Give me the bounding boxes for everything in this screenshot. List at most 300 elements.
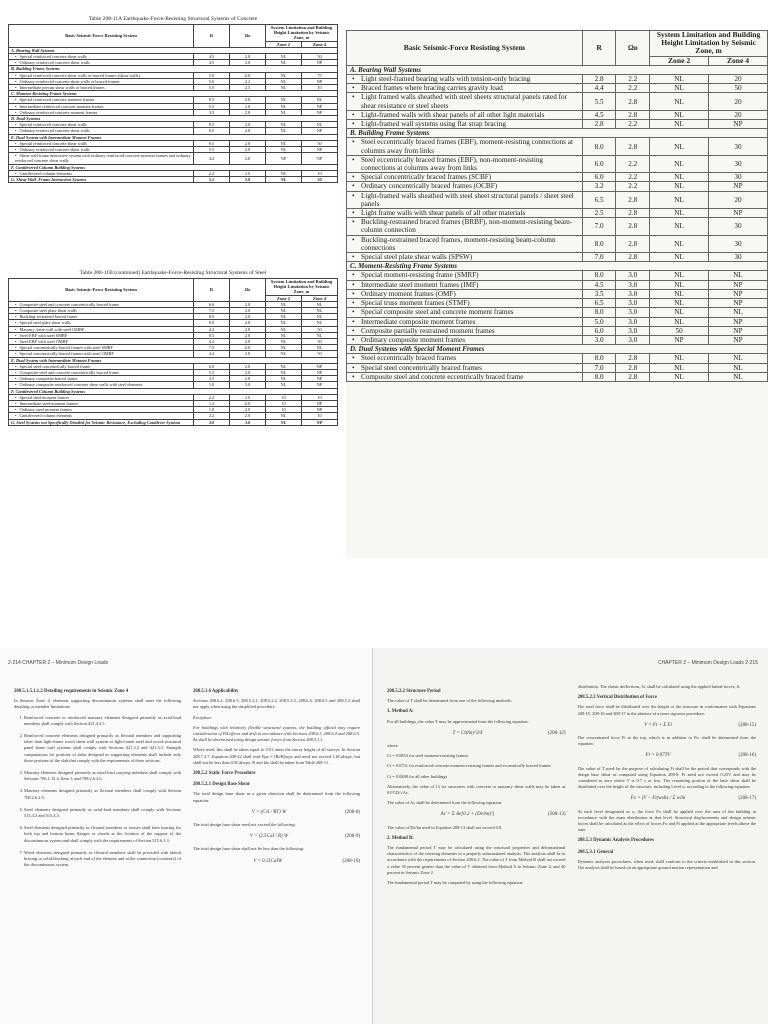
system-name: Special composite steel and concrete moment frames: [361, 308, 514, 317]
system-name: Buckling-restrained braced frames, moment-resisting beam-column connections: [361, 235, 556, 252]
text-column: [387, 684, 566, 1024]
system-name: Braced frames where bracing carries gravity load: [361, 84, 503, 93]
category-label: D. Dual Systems: [9, 116, 338, 122]
system-name: Composite steel and concrete eccentrically braced frame: [361, 372, 524, 381]
paragraph: distribution. The elastic deflections, δi, shall be calculated using the applied lateral forces, fi.: [577, 684, 741, 689]
cell-o: 2.8: [230, 351, 266, 357]
table-row: [347, 191, 768, 208]
cell-system: [347, 335, 583, 344]
method-heading: 1. Method A:: [387, 709, 414, 715]
cell-r: 7.0: [582, 218, 616, 235]
cell-z4: 50: [302, 351, 338, 357]
cell-z4: NP: [709, 299, 768, 308]
paragraph: For all buildings, the value T may be approximated from the following equation:: [387, 718, 529, 724]
section-heading: 208.5.2 Static Force Procedure: [193, 771, 256, 777]
col-header-omega: Ωo: [230, 279, 266, 302]
cell-o: 2.8: [616, 235, 650, 252]
cell-system: [347, 326, 583, 335]
table-row: [347, 155, 768, 172]
category-label: C. Moment-Resisting Frame Systems: [347, 262, 768, 271]
equation: [578, 723, 757, 729]
section-heading: 208.5.1.6 Applicability: [193, 689, 239, 694]
cell-z4: 30: [709, 155, 768, 172]
cell-system: [347, 372, 583, 381]
text-column: [193, 684, 360, 1024]
paragraph: The value of De/hn used in Equation 208-13 shall not exceed 0.9.: [387, 824, 503, 830]
category-label: B. Building Frame Systems: [347, 129, 768, 138]
cell-o: 2.8: [616, 191, 650, 208]
system-name: • Intermediate precast shear walls or braced frames: [15, 85, 105, 90]
cell-z4: NP: [709, 335, 768, 344]
table-row: [347, 75, 768, 84]
cell-system: [347, 182, 583, 191]
equation: [193, 859, 360, 865]
cell-o: 2.8: [230, 363, 266, 369]
cell-o: 2.8: [230, 345, 266, 351]
cell-z4: NP: [302, 78, 338, 84]
cell-o: 2.8: [230, 326, 266, 332]
category-row: [9, 177, 338, 183]
cell-z4: 10: [302, 170, 338, 176]
cell-r: 8.0: [582, 235, 616, 252]
system-name: • Composite steel plate shear walls: [15, 308, 77, 313]
cell-system: [347, 218, 583, 235]
cell-system: [347, 253, 583, 262]
cell-r: 4.2: [194, 153, 230, 164]
cell-z4: NL: [709, 372, 768, 381]
col-header-system: Basic Seismic-Force Resisting System: [347, 31, 583, 66]
col-header-zone2: Zone 2: [650, 56, 709, 65]
cell-o: 3.0: [616, 280, 650, 289]
cell-o: 2.0: [230, 401, 266, 407]
cell-r: 4.2: [194, 326, 230, 332]
cell-z2: NL: [650, 110, 709, 119]
cell-z4: 20: [709, 110, 768, 119]
paragraph: At each level designated as x, the force Fx shall be applied over the area of the building in accordance with the mass distribution at that level. Structural displacements and design seismic forces shall be calculated as the effect of forces Fx and Ft applied at the appropriate levels above the base.: [577, 808, 756, 833]
table-steel-systems: [8, 268, 338, 554]
cell-z4: NP: [302, 370, 338, 376]
cell-o: 3.0: [616, 317, 650, 326]
cell-system: [347, 289, 583, 298]
cell-r: 5.0: [194, 85, 230, 91]
col-header-limit: System Limitation and Building Height Limitation by Seismic Zone, m: [650, 31, 768, 57]
equation-text: Ft = 0.07TV: [645, 753, 671, 759]
paragraph: The total design base shear need not exceed the following:: [193, 822, 296, 828]
system-name: • Ordinary reinforced concrete shear walls: [15, 147, 90, 152]
system-name: Steel eccentrically braced frames (EBF), non-moment-resisting connections at columns away from links: [361, 155, 544, 173]
cell-z2: NP: [650, 335, 709, 344]
cell-o: 2.8: [230, 314, 266, 320]
cell-system: [347, 93, 583, 110]
cell-system: [347, 271, 583, 280]
category-label: A. Bearing Wall Systems: [9, 47, 338, 53]
equation-number: (208-16): [738, 753, 756, 759]
cell-r: 4.5: [194, 54, 230, 60]
cell-system: [347, 84, 583, 93]
cell-o: 2.2: [616, 75, 650, 84]
section-heading: 208.5.3 Dynamic Analysis Procedures: [577, 838, 654, 844]
cell-z2: NL: [650, 93, 709, 110]
cell-r: 4.2: [194, 339, 230, 345]
cell-system: [347, 308, 583, 317]
paragraph: where: [387, 743, 398, 749]
equation-number: (208-9): [345, 834, 360, 840]
cell-z4: NP: [302, 419, 338, 425]
system-name: • Ordinary reinforced concrete shear walls: [15, 60, 90, 65]
category-row: [347, 262, 768, 271]
cell-z2: NL: [650, 271, 709, 280]
cell-z2: NL: [650, 299, 709, 308]
system-name: • Ordinary composite braced frame: [15, 376, 77, 381]
cell-z4: 30: [709, 218, 768, 235]
cell-z2: NL: [266, 419, 302, 425]
cell-r: 2.5: [582, 209, 616, 218]
system-name: Special steel plate shear walls (SPSW): [361, 253, 473, 262]
cell-o: 2.8: [230, 301, 266, 307]
cell-r: 8.0: [582, 308, 616, 317]
cell-o: 2.8: [616, 209, 650, 218]
cell-o: 2.8: [616, 363, 650, 372]
cell-z4: NL: [709, 354, 768, 363]
table-row: [347, 299, 768, 308]
table-row: [347, 335, 768, 344]
cell-system: [347, 120, 583, 129]
cell-z2: NL: [266, 345, 302, 351]
cell-z2: NL: [650, 218, 709, 235]
equation: [578, 753, 757, 759]
cell-z2: NL: [266, 339, 302, 345]
cell-o: 2.2: [616, 182, 650, 191]
cell-o: 2.8: [230, 122, 266, 128]
system-name: Intermediate composite moment frames: [361, 317, 476, 326]
category-row: [347, 345, 768, 354]
cell-o: 2.0: [230, 170, 266, 176]
cell-z2: NL: [650, 182, 709, 191]
cell-z2: NL: [266, 413, 302, 419]
cell-system: [347, 173, 583, 182]
cell-o: 2.0: [230, 413, 266, 419]
cell-z2: NL: [650, 363, 709, 372]
cell-z2: NL: [266, 122, 302, 128]
cell-r: 4.5: [194, 60, 230, 66]
cell-z4: 10: [302, 85, 338, 91]
table-row: [347, 84, 768, 93]
equation: [387, 812, 566, 818]
table-body: [347, 65, 768, 381]
cell-z2: NL: [266, 370, 302, 376]
cell-r: 3.0: [194, 419, 230, 425]
cell-system: [347, 110, 583, 119]
list-item: 5. Steel elements designed primarily as axial-load members shall comply with Sections 515.4.2 and 515.4.3.: [24, 807, 181, 819]
system-name: • Special steel moment frames: [15, 395, 69, 400]
cell-z4: NL: [302, 308, 338, 314]
cell-z2: NL: [650, 317, 709, 326]
cell-r: 6.5: [582, 299, 616, 308]
cell-o: 2.8: [230, 153, 266, 164]
cell-o: 2.8: [616, 110, 650, 119]
cell-z2: NL: [266, 320, 302, 326]
cell-r: 8.0: [582, 354, 616, 363]
cell-z2: NL: [266, 54, 302, 60]
paragraph: The fundamental period T may be calculated using the structural properties and deformational characteristics of the resisting elements in a properly substantiated analysis. The analysis shall be in accordance with the requirements of Section 208.6.2. The value of T from Method B shall not exceed a value 30 percent greater than the value of T obtained from Method A in Seismic Zone 4, and 40 percent in Seismic Zone 2.: [387, 845, 566, 875]
system-name: Light-framed walls with shear panels of all other light materials: [361, 110, 545, 119]
system-name: • Special reinforced concrete shear walls: [15, 122, 87, 127]
exception-text: For buildings with relatively flexible structural systems, the building official may require consideration of PΔ effects and drift in accordance with Sections 208.6.3, 208.6.4 and 208.6.5. Δs shall be determined using design seismic forces from Section 208.5.1.1.: [193, 724, 360, 743]
method-heading: 2. Method B:: [387, 835, 414, 841]
equation: [578, 796, 757, 802]
cell-r: 5.5: [194, 147, 230, 153]
cell-z4: NL: [709, 271, 768, 280]
cell-z4: NL: [302, 332, 338, 338]
system-name: Light-framed walls sheathed with steel sheet structural panels / sheet steel panels: [361, 191, 574, 208]
numbered-list: [24, 715, 181, 869]
cell-z4: 30: [709, 138, 768, 155]
col-header-zone4: Zone 4: [709, 56, 768, 65]
cell-system: [347, 155, 583, 172]
cell-o: 2.8: [230, 72, 266, 78]
category-row: [347, 129, 768, 138]
page-left: [0, 648, 372, 1024]
system-name: Composite partially restrained moment frames: [361, 326, 495, 335]
equation: [387, 731, 566, 737]
cell-z4: 10: [302, 413, 338, 419]
system-name: Light frame walls with shear panels of all other materials: [361, 209, 526, 218]
cell-z4: 30: [709, 235, 768, 252]
col-header-omega: Ωo: [230, 25, 266, 48]
cell-system: [347, 235, 583, 252]
cell-z4: NP: [302, 60, 338, 66]
equation-text: V = Ft + Σ Fi: [644, 722, 672, 728]
cell-r: 6.0: [194, 301, 230, 307]
cell-o: 2.8: [230, 339, 266, 345]
equation-number: (208-17): [738, 796, 756, 802]
table-row: [347, 138, 768, 155]
cell-z2: NL: [266, 382, 302, 388]
cell-z2: NL: [650, 253, 709, 262]
cell-r: 2.2: [194, 413, 230, 419]
equation: [193, 834, 360, 840]
page-right: [372, 648, 768, 1024]
system-name: • Ordinary composite reinforced concrete shear walls with steel elements: [15, 382, 142, 387]
list-item: 4. Masonry elements designed primarily as flexural members shall comply with Section 708.2.6.2.5.: [24, 788, 181, 800]
paragraph: The concentrated force Ft at the top, which is in addition to Fn, shall be determined from the equation:: [577, 735, 756, 747]
system-name: • Special reinforced concrete shear walls: [15, 54, 87, 59]
category-row: [9, 419, 338, 425]
cell-z2: NP: [266, 153, 302, 164]
cell-o: 2.2: [616, 173, 650, 182]
cell-z2: NL: [650, 173, 709, 182]
cell-r: 8.0: [194, 320, 230, 326]
list-item: 1. Reinforced concrete or reinforced masonry elements designed primarily as axial-load members shall comply with Section 421.4.4.5.: [24, 715, 181, 727]
cell-o: 2.8: [230, 332, 266, 338]
paragraph: The value of Ac shall be determined from the following equation:: [387, 800, 503, 806]
category-row: [347, 65, 768, 74]
cell-r: 1.2: [194, 401, 230, 407]
cell-r: 6.0: [582, 326, 616, 335]
cell-r: 6.0: [582, 173, 616, 182]
cell-z2: NL: [650, 209, 709, 218]
cell-o: 2.8: [616, 93, 650, 110]
cell-system: [347, 317, 583, 326]
system-name: Special truss moment frames (STMF): [361, 299, 470, 308]
system-name: • Special reinforced concrete shear walls or braced frames (shear walls): [15, 73, 140, 78]
cell-r: 2.8: [582, 120, 616, 129]
system-name: • Composite steel and concrete concentrically braced frame: [15, 370, 119, 375]
col-header-r: R: [582, 31, 616, 66]
cell-z2: NL: [266, 60, 302, 66]
cell-o: 2.8: [616, 253, 650, 262]
table-row: [347, 372, 768, 381]
system-name: Special concentrically braced frames (SCBF): [361, 173, 492, 182]
category-label: C. Moment-Resisting Frame Systems: [9, 91, 338, 97]
equation-text: T = Ct(hn)^3/4: [452, 730, 483, 736]
cell-z2: NL: [650, 155, 709, 172]
cell-r: 8.5: [194, 332, 230, 338]
cell-r: 5.5: [194, 103, 230, 109]
page-running-header: 2-214 CHAPTER 2 – Minimum Design Loads: [8, 660, 109, 666]
category-label: F. Cantilevered Column Building Systems: [9, 388, 338, 394]
cell-z2: NL: [266, 140, 302, 146]
cell-z4: 50: [302, 177, 338, 183]
cell-r: 5.5: [194, 177, 230, 183]
table-body: [9, 47, 338, 182]
table-concrete-systems: [8, 14, 338, 266]
cell-o: 2.8: [230, 54, 266, 60]
list-item: 6. Steel elements designed primarily as flexural members or trusses shall have bracing for both top and bottom beam flanges or chords at the location of the support of the discontinuous system and shall comply with the requirements of Section 515.6.1.3.: [24, 825, 181, 844]
system-name: • Masonry shear wall with steel OMRF: [15, 327, 84, 332]
cell-z4: NP: [302, 376, 338, 382]
table-row: [347, 280, 768, 289]
cell-z4: NP: [709, 280, 768, 289]
cell-r: 6.0: [194, 363, 230, 369]
cell-o: 2.2: [616, 120, 650, 129]
cell-z2: NL: [650, 235, 709, 252]
category-label: E. Dual System with Intermediate Moment Frames: [9, 134, 338, 140]
section-heading: 208.5.2.1 Design Base Shear: [193, 782, 251, 788]
cell-z4: 10: [302, 394, 338, 400]
cell-z4: NP: [302, 401, 338, 407]
system-name: • Intermediate steel moment frames: [15, 401, 78, 406]
list-item: 7. Wood elements designed primarily as flexural members shall be provided with lateral bracing or solid blocking at each end of the element and at the connection location(s) of the discontinuous system.: [24, 850, 181, 869]
cell-z2: NL: [650, 191, 709, 208]
col-header-r: R: [194, 279, 230, 302]
system-name: • Ordinary reinforced concrete shear walls: [15, 128, 90, 133]
cell-z2: 10: [266, 394, 302, 400]
cell-z2: NL: [650, 84, 709, 93]
system-name: • Special steel concentrically braced frame: [15, 364, 90, 369]
data-table: [8, 24, 338, 183]
cell-o: 2.8: [230, 60, 266, 66]
cell-z4: 50: [302, 140, 338, 146]
cell-r: 7.0: [582, 363, 616, 372]
cell-z4: 50: [709, 84, 768, 93]
system-name: • Cantilevered column elements: [15, 413, 72, 418]
system-name: • Special reinforced concrete moment frames: [15, 97, 94, 102]
equation-text: V = (2.5CaI / R) W: [249, 834, 289, 840]
table-row: [347, 182, 768, 191]
cell-z4: 50: [302, 339, 338, 345]
cell-o: 2.5: [230, 85, 266, 91]
cell-r: 3.0: [582, 335, 616, 344]
cell-r: 6.0: [582, 155, 616, 172]
col-header-limit: System Limitation and Building Height Limitation by Seismic Zone, m: [266, 279, 338, 296]
cell-r: 8.5: [194, 122, 230, 128]
table-row: [9, 153, 338, 164]
cell-o: 2.2: [616, 84, 650, 93]
cell-z2: 10: [266, 407, 302, 413]
text-column: [578, 684, 757, 1024]
cell-z4: 20: [709, 93, 768, 110]
cell-r: 2.8: [582, 75, 616, 84]
system-name: • Special concentrically braced frames with steel OMRF: [15, 351, 114, 356]
cell-z2: NL: [650, 354, 709, 363]
paragraph: The value of T shall be determined from one of the following methods:: [387, 698, 512, 704]
cell-r: 6.5: [194, 128, 230, 134]
cell-z2: NL: [266, 326, 302, 332]
cell-o: 2.8: [230, 140, 266, 146]
cell-z2: NL: [650, 308, 709, 317]
system-name: Steel eccentrically braced frames (EBF), moment-resisting connections at columns away from links: [361, 138, 573, 155]
system-name: • Special concentrically braced frames with steel SMRF: [15, 345, 113, 350]
system-name: • Ordinary reinforced concrete moment frames: [15, 110, 97, 115]
system-name: Special moment-resisting frame (SMRF): [361, 271, 479, 280]
section-heading: 208.5.2.2 Structure Period: [387, 689, 441, 694]
cell-z2: NL: [266, 351, 302, 357]
cell-r: 4.2: [194, 351, 230, 357]
system-name: • Composite steel and concrete concentrically braced frame: [15, 302, 119, 307]
cell-z2: NL: [266, 97, 302, 103]
equation-number: (208-12): [548, 730, 566, 736]
cell-r: 7.5: [194, 345, 230, 351]
system-name: • Ordinary steel moment frames: [15, 407, 72, 412]
paragraph: The fundamental period T may be computed by using the following equation:: [387, 880, 524, 886]
paragraph: The total design base shear in a given direction shall be determined from the following equation:: [193, 791, 360, 803]
cell-r: 8.0: [582, 372, 616, 381]
cell-o: 3.0: [616, 289, 650, 298]
definition: Ct = 0.0731 for reinforced concrete moment-resisting frames and eccentrically braced frames: [387, 763, 551, 769]
cell-system: [347, 280, 583, 289]
cell-z4: 30: [709, 173, 768, 182]
table-row: [347, 209, 768, 218]
cell-o: 2.8: [230, 308, 266, 314]
cell-z4: 20: [709, 191, 768, 208]
equation-number: (208-8): [345, 809, 360, 815]
cell-system: [347, 138, 583, 155]
cell-o: 2.0: [230, 407, 266, 413]
table-caption: Table 208-11B (continued) Earthquake-Force-Resisting Structural Systems of Steel: [79, 270, 267, 276]
cell-r: 8.5: [194, 97, 230, 103]
table-steel-systems-large: [346, 30, 768, 558]
page-running-header: CHAPTER 2 – Minimum Design Loads 2-215: [657, 660, 758, 666]
paragraph: Dynamic analyses procedures, when used, shall conform to the criteria established in this section. The analysis shall be based on an appropriate ground motion representation and: [577, 858, 756, 871]
cell-z4: NL: [302, 320, 338, 326]
col-header-system: Basic Seismic-Force Resisting System: [9, 25, 194, 48]
list-item: 3. Masonry elements designed primarily as axial-load carrying members shall comply with Sections 706.1.12.4, Item 1, and 708.2.6.2.6.: [24, 770, 181, 782]
cell-r: 3.2: [582, 182, 616, 191]
equation-text: Ac = Σ Ae[0.2 + (De/hn)²]: [440, 812, 495, 818]
cell-z2: NL: [266, 147, 302, 153]
equation-number: (208-10): [342, 858, 360, 864]
cell-z4: 50: [302, 326, 338, 332]
cell-o: 2.8: [230, 109, 266, 115]
section-heading: 208.5.1.5.1.1.2 Detailing requirements in Seismic Zone 4: [14, 689, 129, 694]
category-label: F. Cantilevered Column Building Systems: [9, 164, 338, 170]
cell-z4: NP: [709, 317, 768, 326]
cell-system: [347, 191, 583, 208]
equation-number: (208-15): [738, 722, 756, 728]
cell-z2: NL: [650, 120, 709, 129]
col-header-zone4: Zone 4: [302, 41, 338, 47]
